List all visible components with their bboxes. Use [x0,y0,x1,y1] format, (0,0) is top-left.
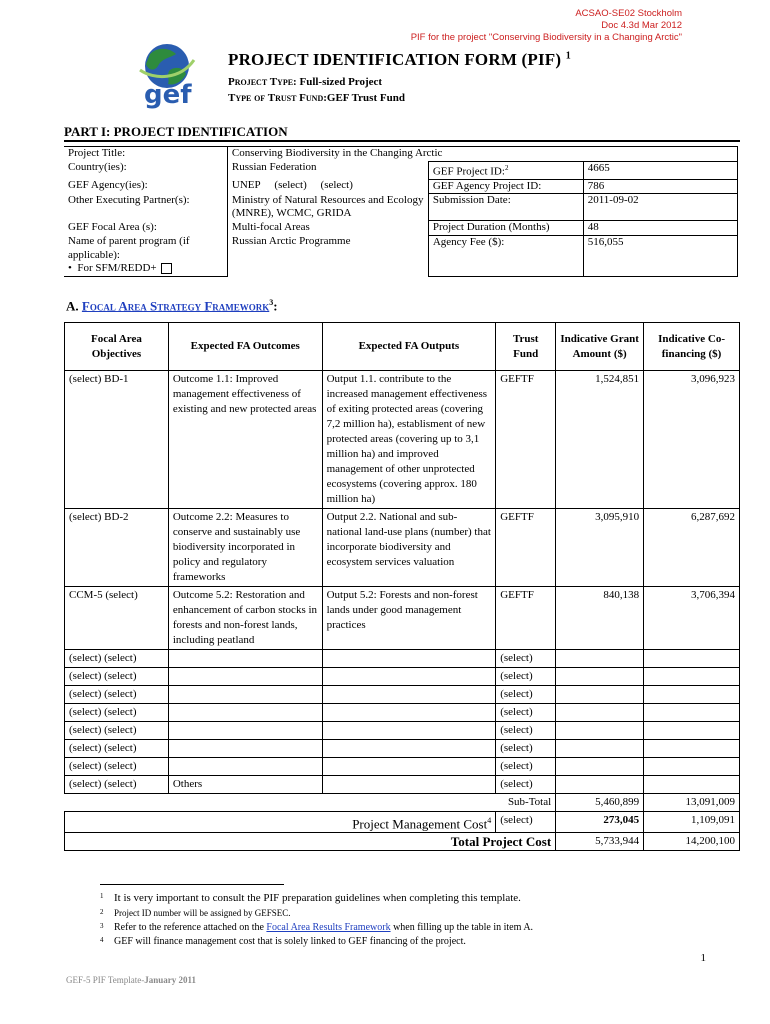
agency-project-id-value[interactable]: 786 [583,179,737,194]
total-cofin: 14,200,100 [644,833,740,851]
header-line-2: Doc 4.3d Mar 2012 [601,20,682,31]
objective-cell[interactable]: (select) BD-2 [65,509,169,587]
cofin-cell[interactable] [644,722,740,740]
part-1-rule [64,140,740,142]
cofin-cell[interactable] [644,650,740,668]
footnote-3: $^3$ Refer to the reference attached on the Focal Area Results Framework when filling up the table in item A. [100,922,534,933]
focal-area-value[interactable]: Multi-focal Areas [231,220,310,233]
agency-project-id-label: GEF Agency Project ID: [428,179,583,194]
outcome-cell[interactable]: Outcome 2.2: Measures to conserve and sustainably use biodiversity incorporated in policy and regulatory frameworks [168,509,322,587]
col-objectives: Focal Area Objectives [65,323,169,371]
page-title: PROJECT IDENTIFICATION FORM (PIF) $^1$ [228,50,571,69]
objective-cell[interactable]: (select) (select) [65,668,169,686]
fund-cell[interactable]: (select) [496,668,556,686]
duration-value[interactable]: 48 [583,221,737,236]
outcome-cell[interactable] [168,686,322,704]
outcome-cell[interactable] [168,758,322,776]
fund-cell[interactable]: (select) [496,704,556,722]
footnote-1: $^1$ It is very important to consult the PIF preparation guidelines when completing this template. [100,892,521,904]
parent-program-label: Name of parent program (if applicable): • For SFM/REDD+ [64,235,227,276]
total-grant: 5,733,944 [556,833,644,851]
objective-cell[interactable]: (select) (select) [65,722,169,740]
cofin-cell[interactable] [644,740,740,758]
footnote-2: $^2$ Project ID number will be assigned by GEFSEC. [100,908,291,918]
sfm-redd-checkbox[interactable] [161,263,172,274]
countries-label: Country(ies): [64,161,227,179]
output-cell[interactable] [322,650,496,668]
subtotal-label: Sub-Total [65,794,556,812]
col-outcomes: Expected FA Outcomes [168,323,322,371]
output-cell[interactable]: Output 5.2: Forests and non-forest lands under good management practices [322,587,496,650]
project-title-label: Project Title: [64,147,227,162]
table-row-empty [65,722,740,740]
pmc-row [65,812,740,833]
project-type: Project Type: Full-sized Project [228,76,383,88]
grant-cell[interactable]: 3,095,910 [556,509,644,587]
results-framework-link[interactable]: Focal Area Results Framework [266,922,391,933]
subtotal-row [65,794,740,812]
table-row-empty [65,776,740,794]
output-cell[interactable] [322,740,496,758]
fund-cell[interactable]: (select) [496,722,556,740]
footnote-rule [100,884,284,885]
duration-label: Project Duration (Months) [428,221,583,236]
grant-cell[interactable] [556,776,644,794]
table-row [65,509,740,587]
table-row [65,371,740,509]
gef-logo [136,40,198,110]
agency-label: GEF Agency(ies): [64,179,227,194]
pmc-label: Project Management Cost$^4$ [65,812,496,833]
output-cell[interactable] [322,758,496,776]
pmc-cofin[interactable]: 1,109,091 [644,812,740,833]
outcome-cell[interactable]: Others [168,776,322,794]
objective-cell[interactable]: (select) (select) [65,776,169,794]
pmc-fund[interactable]: (select) [496,812,556,833]
grant-cell[interactable]: 840,138 [556,587,644,650]
grant-cell[interactable] [556,722,644,740]
table-row-empty [65,650,740,668]
project-identification-table [64,146,738,277]
grant-cell[interactable] [556,668,644,686]
subtotal-cofin: 13,091,009 [644,794,740,812]
fund-cell[interactable]: GEFTF [496,587,556,650]
objective-cell[interactable]: (select) (select) [65,686,169,704]
page-number: 1 [700,952,706,964]
fund-cell[interactable]: (select) [496,740,556,758]
col-grant: Indicative Grant Amount ($) [556,323,644,371]
output-cell[interactable] [322,668,496,686]
objective-cell[interactable]: (select) (select) [65,704,169,722]
outcome-cell[interactable]: Outcome 1.1: Improved management effectiveness of existing and new protected areas [168,371,322,509]
outcome-cell[interactable] [168,722,322,740]
agency-fee-label: Agency Fee ($): [428,235,583,276]
trust-fund-type: Type of Trust Fund:GEF Trust Fund [228,92,405,104]
total-row [65,833,740,851]
cofin-cell[interactable] [644,704,740,722]
cofin-cell[interactable] [644,668,740,686]
pmc-grant[interactable]: 273,045 [556,812,644,833]
table-row-empty [65,758,740,776]
focal-area-label: GEF Focal Area (s): [64,221,227,236]
agency-select-1[interactable]: (select) [274,179,307,192]
output-cell[interactable] [322,776,496,794]
fund-cell[interactable]: GEFTF [496,371,556,509]
countries-value[interactable]: Russian Federation [231,161,317,173]
objective-cell[interactable]: CCM-5 (select) [65,587,169,650]
part-1-title: PART I: PROJECT IDENTIFICATION [64,124,288,139]
table-row-empty [65,686,740,704]
gef-logo-text: gef [144,80,192,110]
gef-project-id-value: 4665 [583,161,737,179]
col-outputs: Expected FA Outputs [322,323,496,371]
gef-project-id-label: GEF Project ID:$^2$ [428,161,583,179]
fund-cell[interactable]: (select) [496,758,556,776]
cofin-cell[interactable] [644,758,740,776]
grant-cell[interactable] [556,740,644,758]
header-line-1: ACSAO-SE02 Stockholm [575,8,682,19]
grant-cell[interactable] [556,758,644,776]
objective-cell[interactable]: (select) (select) [65,758,169,776]
cofin-cell[interactable]: 3,706,394 [644,587,740,650]
submission-date-value[interactable]: 2011-09-02 [583,194,737,221]
project-title-value[interactable]: Conserving Biodiversity in the Changing Arctic [227,147,737,162]
table-row-empty [65,740,740,758]
grant-cell[interactable] [556,650,644,668]
output-cell[interactable] [322,686,496,704]
output-cell[interactable]: Output 1.1. contribute to the increased management effectiveness of exiting protected areas (covering 7,2 million ha), establisment of new protected areas (covering up to 3,1 million ha) and improved management of other unprotected ecosystems (covering approx. 180 million ha) [322,371,496,509]
table-row [65,587,740,650]
partners-value[interactable]: Ministry of Natural Resources and Ecology (MNRE), WCMC, GRIDA [231,193,424,220]
section-a-title: A. Focal Area Strategy Framework$^3$: [66,298,278,314]
agency-fee-value[interactable]: 516,055 [583,235,737,276]
cofin-cell[interactable]: 3,096,923 [644,371,740,509]
header-line-3: PIF for the project "Conserving Biodiversity in a Changing Arctic" [410,32,682,43]
fund-cell[interactable]: (select) [496,686,556,704]
objective-cell[interactable]: (select) BD-1 [65,371,169,509]
fund-cell[interactable]: (select) [496,650,556,668]
table-row-empty [65,704,740,722]
objective-cell[interactable]: (select) (select) [65,740,169,758]
col-cofin: Indicative Co-financing ($) [644,323,740,371]
partners-label: Other Executing Partner(s): [64,194,227,221]
fund-cell[interactable]: GEFTF [496,509,556,587]
agency-value[interactable]: UNEP (select) (select) [231,179,353,192]
total-label: Total Project Cost [65,833,556,851]
focal-area-strategy-link[interactable]: Focal Area Strategy Framework [81,298,270,314]
output-cell[interactable] [322,722,496,740]
col-fund: Trust Fund [496,323,556,371]
grant-cell[interactable]: 1,524,851 [556,371,644,509]
submission-date-label: Submission Date: [428,194,583,221]
agency-select-2[interactable]: (select) [320,179,353,192]
subtotal-grant: 5,460,899 [556,794,644,812]
outcome-cell[interactable] [168,704,322,722]
cofin-cell[interactable] [644,686,740,704]
grant-cell[interactable] [556,704,644,722]
outcome-cell[interactable] [168,650,322,668]
page-footer: GEF-5 PIF Template-January 2011 [66,975,196,985]
sfm-redd-item: • For SFM/REDD+ [68,262,223,276]
cofin-cell[interactable] [644,776,740,794]
grant-cell[interactable] [556,686,644,704]
fund-cell[interactable]: (select) [496,776,556,794]
parent-program-value[interactable]: Russian Arctic Programme [231,235,351,248]
focal-area-table [64,322,740,851]
outcome-cell[interactable]: Outcome 5.2: Restoration and enhancement of carbon stocks in forests and non-forest lands, including peatland [168,587,322,650]
output-cell[interactable]: Output 2.2. National and sub-national land-use plans (number) that incorporate biodiversity and ecosystem services valuation [322,509,496,587]
outcome-cell[interactable] [168,740,322,758]
objective-cell[interactable]: (select) (select) [65,650,169,668]
output-cell[interactable] [322,704,496,722]
table-row-empty [65,668,740,686]
outcome-cell[interactable] [168,668,322,686]
cofin-cell[interactable]: 6,287,692 [644,509,740,587]
footnote-4: $^4$ GEF will finance management cost that is solely linked to GEF financing of the project. [100,936,466,947]
